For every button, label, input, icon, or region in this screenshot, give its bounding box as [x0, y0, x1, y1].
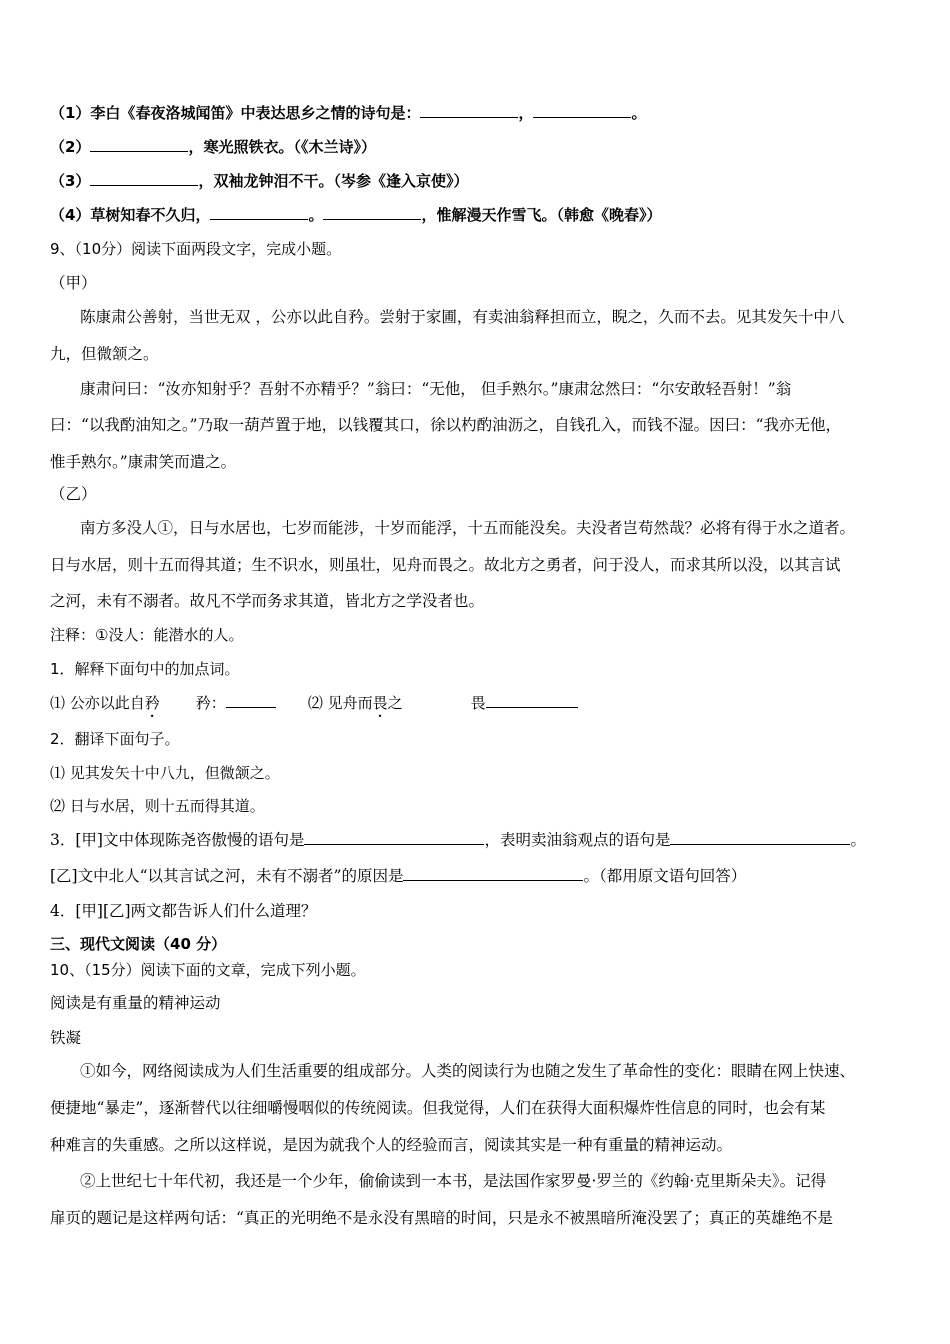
answer-blank[interactable]	[533, 103, 631, 118]
q10-header: 10、（15分）阅读下面的文章，完成下列小题。	[50, 961, 366, 979]
passage-yi-text: 南方多没人①，日与水居也，七岁而能涉，十岁而能浮，十五而能没矣。夫没者岂苟然哉？必将有得于水之道者。	[80, 519, 856, 537]
passage-jia-text: 惟手熟尔。”康肃笑而遣之。	[50, 453, 237, 471]
sub-question-3-b: [乙]文中北人“以其言试之河，未有不溺者”的原因是 。（都用原文语句回答）	[50, 867, 747, 885]
q8-line-4: （4）草树知春不久归， 。 ，惟解漫天作雪飞。（韩愈《晚春》）	[50, 206, 662, 224]
answer-blank[interactable]	[323, 205, 421, 220]
passage-jia-text: 陈康肃公善射，当世无双 ，公亦以此自矜。尝射于家圃，有卖油翁释担而立，睨之，久而不去。见其发矢十中八	[80, 308, 845, 326]
section-title: 三、现代文阅读（40 分）	[50, 935, 227, 953]
passage-jia-label: （甲）	[50, 274, 97, 292]
sub-question-2: 2．翻译下面句子。	[50, 730, 180, 748]
footnote: 注释：①没人：能潜水的人。	[50, 626, 244, 644]
answer-blank[interactable]	[486, 693, 578, 708]
answer-blank[interactable]	[403, 866, 583, 881]
passage-jia-text: 康肃问曰：“汝亦知射乎？吾射不亦精乎？”翁曰：“无他， 但手熟尔。”康肃忿然曰：“尔安敢轻吾射！”翁	[80, 380, 792, 398]
answer-blank[interactable]	[90, 137, 188, 152]
article-paragraph: 扉页的题记是这样两句话：“真正的光明绝不是永没有黑暗的时间，只是永不被黑暗所淹没罢了；真正的英雄绝不是	[50, 1209, 833, 1227]
passage-yi-text: 日与水居，则十五而得其道；生不识水，则虽壮，见舟而畏之。故北方之勇者，问于没人，而求其所以没，以其言试	[50, 556, 841, 574]
article-author: 铁凝	[50, 1029, 82, 1047]
passage-yi-text: 之河，未有不溺者。故凡不学而务求其道，皆北方之学没者也。	[50, 592, 485, 610]
article-paragraph: ①如今，网络阅读成为人们生活重要的组成部分。人类的阅读行为也随之发生了革命性的变化：眼睛在网上快速、	[80, 1062, 856, 1080]
passage-jia-text: 九，但微颔之。	[50, 345, 159, 363]
article-title: 阅读是有重量的精神运动	[50, 994, 221, 1012]
q9-header: 9、（10分）阅读下面两段文字，完成小题。	[50, 240, 342, 258]
sub-question-3: 3．[甲]文中体现陈尧咨傲慢的语句是 ，表明卖油翁观点的语句是 。	[50, 831, 866, 849]
q8-line-3: （3） ，双袖龙钟泪不干。（岑参《逢入京使》）	[50, 172, 469, 190]
answer-blank[interactable]	[226, 693, 276, 708]
translate-item-2: ⑵ 日与水居，则十五而得其道。	[50, 797, 265, 815]
sub-question-4: 4．[甲][乙]两文都告诉人们什么道理？	[50, 902, 317, 920]
answer-blank[interactable]	[304, 830, 484, 845]
q8-line-1: （1）李白《春夜洛城闻笛》中表达思乡之情的诗句是： ， 。	[50, 104, 647, 122]
article-paragraph: ②上世纪七十年代初，我还是一个少年，偷偷读到一本书，是法国作家罗曼·罗兰的《约翰·克里斯朵夫》。记得	[80, 1172, 827, 1190]
sub-question-1-items: ⑴ 公亦以此自矜 矜： ⑵ 见舟而畏之 畏	[50, 693, 578, 721]
q8-line-2: （2） ，寒光照铁衣。（《木兰诗》）	[50, 138, 376, 156]
answer-blank[interactable]	[420, 103, 518, 118]
translate-item-1: ⑴ 见其发矢十中八九，但微颔之。	[50, 764, 280, 782]
article-paragraph: 便捷地“暴走”，逐渐替代以往细嚼慢咽似的传统阅读。但我觉得，人们在获得大面积爆炸性信息的同时，也会有某	[50, 1099, 826, 1117]
passage-jia-text: 曰：“以我酌油知之。”乃取一葫芦置于地，以钱覆其口，徐以杓酌油沥之，自钱孔入，而钱不湿。因曰：“我亦无他，	[50, 416, 842, 434]
passage-yi-label: （乙）	[50, 485, 97, 503]
article-paragraph: 种难言的失重感。之所以这样说，是因为就我个人的经验而言，阅读其实是一种有重量的精神运动。	[50, 1136, 733, 1154]
sub-question-1: 1．解释下面句中的加点词。	[50, 660, 240, 678]
answer-blank[interactable]	[90, 171, 198, 186]
answer-blank[interactable]	[670, 830, 850, 845]
answer-blank[interactable]	[210, 205, 308, 220]
